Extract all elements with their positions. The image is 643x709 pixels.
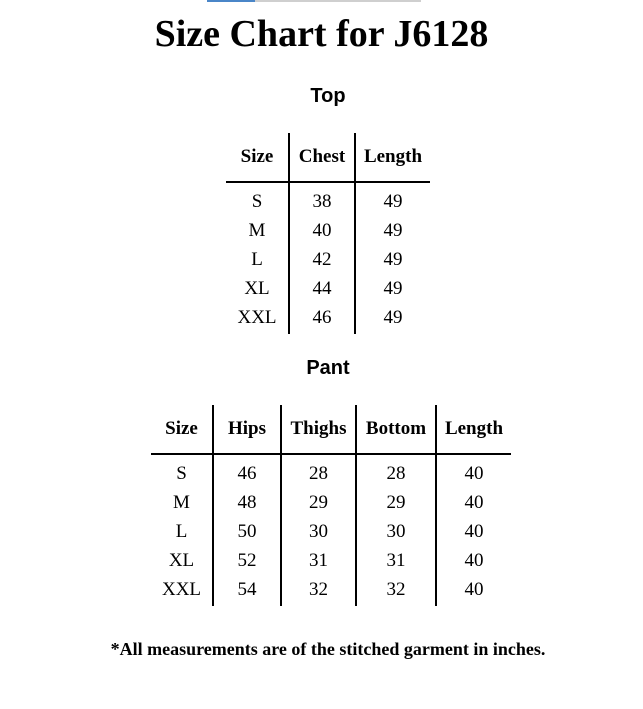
- page-title: Size Chart for J6128: [154, 13, 489, 55]
- column-header-size: Size: [151, 405, 213, 454]
- table-header-row: [226, 133, 430, 182]
- table-cell-size: S: [251, 190, 263, 212]
- table-row: [151, 488, 511, 517]
- table-cell-size: XXL: [237, 306, 277, 328]
- table-cell-length: 49: [355, 216, 430, 245]
- column-header-thighs: Thighs: [281, 405, 356, 454]
- table-cell-thighs: 31: [281, 546, 356, 575]
- table-cell-length: 40: [436, 546, 511, 575]
- table-cell-hips: 52: [213, 546, 281, 575]
- table-cell-chest: 42: [289, 245, 355, 274]
- pant-size-table: [151, 405, 511, 606]
- table-cell-chest: 44: [289, 274, 355, 303]
- column-header-length: Length: [436, 405, 511, 454]
- table-cell-size: L: [251, 248, 263, 270]
- table-cell-chest: 38: [289, 182, 355, 216]
- table-cell-length: 40: [436, 517, 511, 546]
- table-cell-hips: 50: [213, 517, 281, 546]
- table-cell-chest: 46: [289, 303, 355, 334]
- column-header-length: Length: [355, 133, 430, 182]
- table-cell-size: XL: [168, 549, 195, 571]
- table-row: [151, 575, 511, 606]
- table-row: [151, 546, 511, 575]
- table-row: [226, 303, 430, 334]
- table-cell-size: XL: [244, 277, 270, 299]
- table-row: [226, 216, 430, 245]
- table-cell-length: 40: [436, 575, 511, 606]
- table-cell-thighs: 28: [281, 454, 356, 488]
- table-cell-length: 49: [355, 245, 430, 274]
- table-row: [226, 182, 430, 216]
- table-cell-hips: 46: [213, 454, 281, 488]
- table-cell-thighs: 32: [281, 575, 356, 606]
- table-cell-length: 40: [436, 488, 511, 517]
- measurement-footnote: *All measurements are of the stitched garment in inches.: [110, 639, 546, 659]
- table-cell-thighs: 29: [281, 488, 356, 517]
- table-cell-bottom: 32: [356, 575, 436, 606]
- top-border-accent: [207, 0, 421, 2]
- table-row: [226, 245, 430, 274]
- table-cell-size: L: [175, 520, 188, 542]
- table-cell-hips: 48: [213, 488, 281, 517]
- table-cell-length: 49: [355, 182, 430, 216]
- table-cell-bottom: 29: [356, 488, 436, 517]
- table-cell-length: 49: [355, 274, 430, 303]
- table-row: [151, 454, 511, 488]
- table-header-row: [151, 405, 511, 454]
- column-header-size: Size: [226, 133, 289, 182]
- column-header-hips: Hips: [213, 405, 281, 454]
- table-cell-size: S: [176, 462, 187, 484]
- table-cell-thighs: 30: [281, 517, 356, 546]
- top-size-table: [226, 133, 430, 334]
- column-header-chest: Chest: [289, 133, 355, 182]
- table-cell-length: 49: [355, 303, 430, 334]
- table-cell-bottom: 31: [356, 546, 436, 575]
- table-cell-chest: 40: [289, 216, 355, 245]
- top-border-accent-blue: [207, 0, 255, 2]
- table-cell-bottom: 30: [356, 517, 436, 546]
- table-cell-size: XXL: [161, 578, 202, 600]
- pant-section-title: Pant: [306, 357, 350, 379]
- table-row: [151, 517, 511, 546]
- table-cell-length: 40: [436, 454, 511, 488]
- column-header-bottom: Bottom: [356, 405, 436, 454]
- table-cell-size: M: [248, 219, 266, 241]
- table-cell-bottom: 28: [356, 454, 436, 488]
- table-cell-hips: 54: [213, 575, 281, 606]
- top-section-title: Top: [310, 85, 346, 107]
- table-cell-size: M: [173, 491, 190, 513]
- table-row: [226, 274, 430, 303]
